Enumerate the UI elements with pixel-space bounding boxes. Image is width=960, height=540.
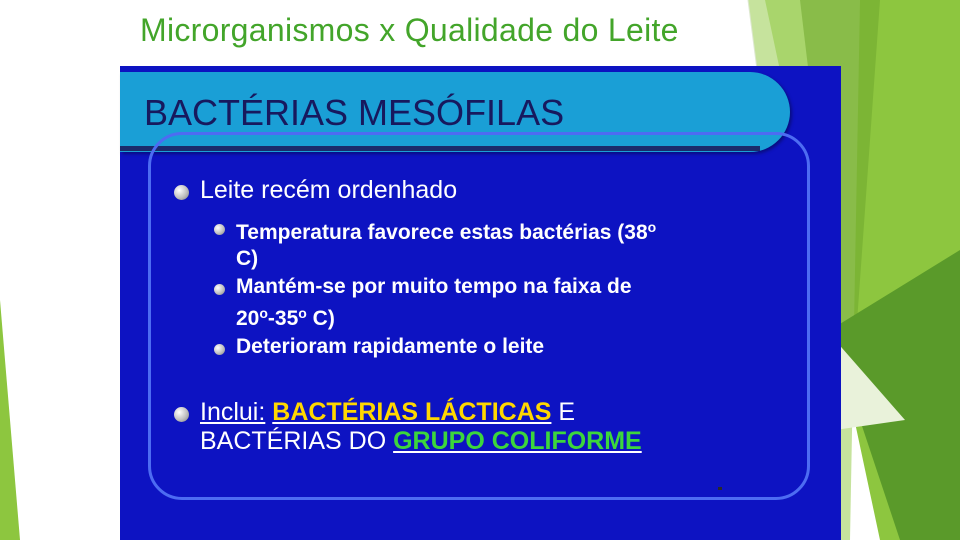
subitem-3-text: Deterioram rapidamente o leite [236, 335, 545, 358]
panel-heading: BACTÉRIAS MESÓFILAS [144, 92, 565, 133]
subitem-2-line2-a: 20 [236, 307, 260, 330]
subitem-1-text [236, 214, 656, 272]
subitem-2 [214, 274, 632, 332]
subitem-2-line2-b: -35 [267, 307, 299, 330]
inclui-label: Inclui: [200, 398, 266, 426]
bullet-dot-icon [214, 224, 225, 235]
subitem-3 [214, 334, 544, 360]
subitem-1 [214, 214, 656, 272]
slide-title: Microrganismos x Qualidade do Leite [140, 12, 679, 48]
subitem-2-text [236, 274, 632, 332]
bullet-1-text: Leite recém ordenhado [200, 176, 458, 204]
conjunction: E [558, 398, 576, 426]
subitem-1-line1: Temperatura favorece estas bactérias (38 [236, 221, 648, 244]
subitem-2-line2-c: C) [306, 307, 335, 330]
bullet-2-line2-prefix: BACTÉRIAS DO [200, 427, 387, 455]
bacterias-lacticas: BACTÉRIAS LÁCTICAS [272, 398, 552, 426]
content-panel [120, 66, 841, 540]
small-mark [718, 487, 722, 490]
bullet-dot-icon [214, 284, 225, 295]
subitem-2-line1: Mantém-se por muito tempo na faixa de [236, 275, 632, 298]
degree-mark: o [647, 219, 657, 235]
degree-mark: o [298, 305, 307, 321]
bullet-2-text [200, 398, 642, 456]
bullet-dot-icon [174, 185, 189, 200]
subitem-1-line2: C) [236, 247, 259, 270]
bullet-dot-icon [174, 407, 189, 422]
bullet-dot-icon [214, 344, 225, 355]
grupo-coliforme: GRUPO COLIFORME [393, 427, 642, 455]
bullet-2 [174, 398, 642, 456]
degree-mark: o [259, 305, 268, 321]
green-left-facet [0, 300, 20, 540]
bullet-1 [174, 176, 457, 205]
